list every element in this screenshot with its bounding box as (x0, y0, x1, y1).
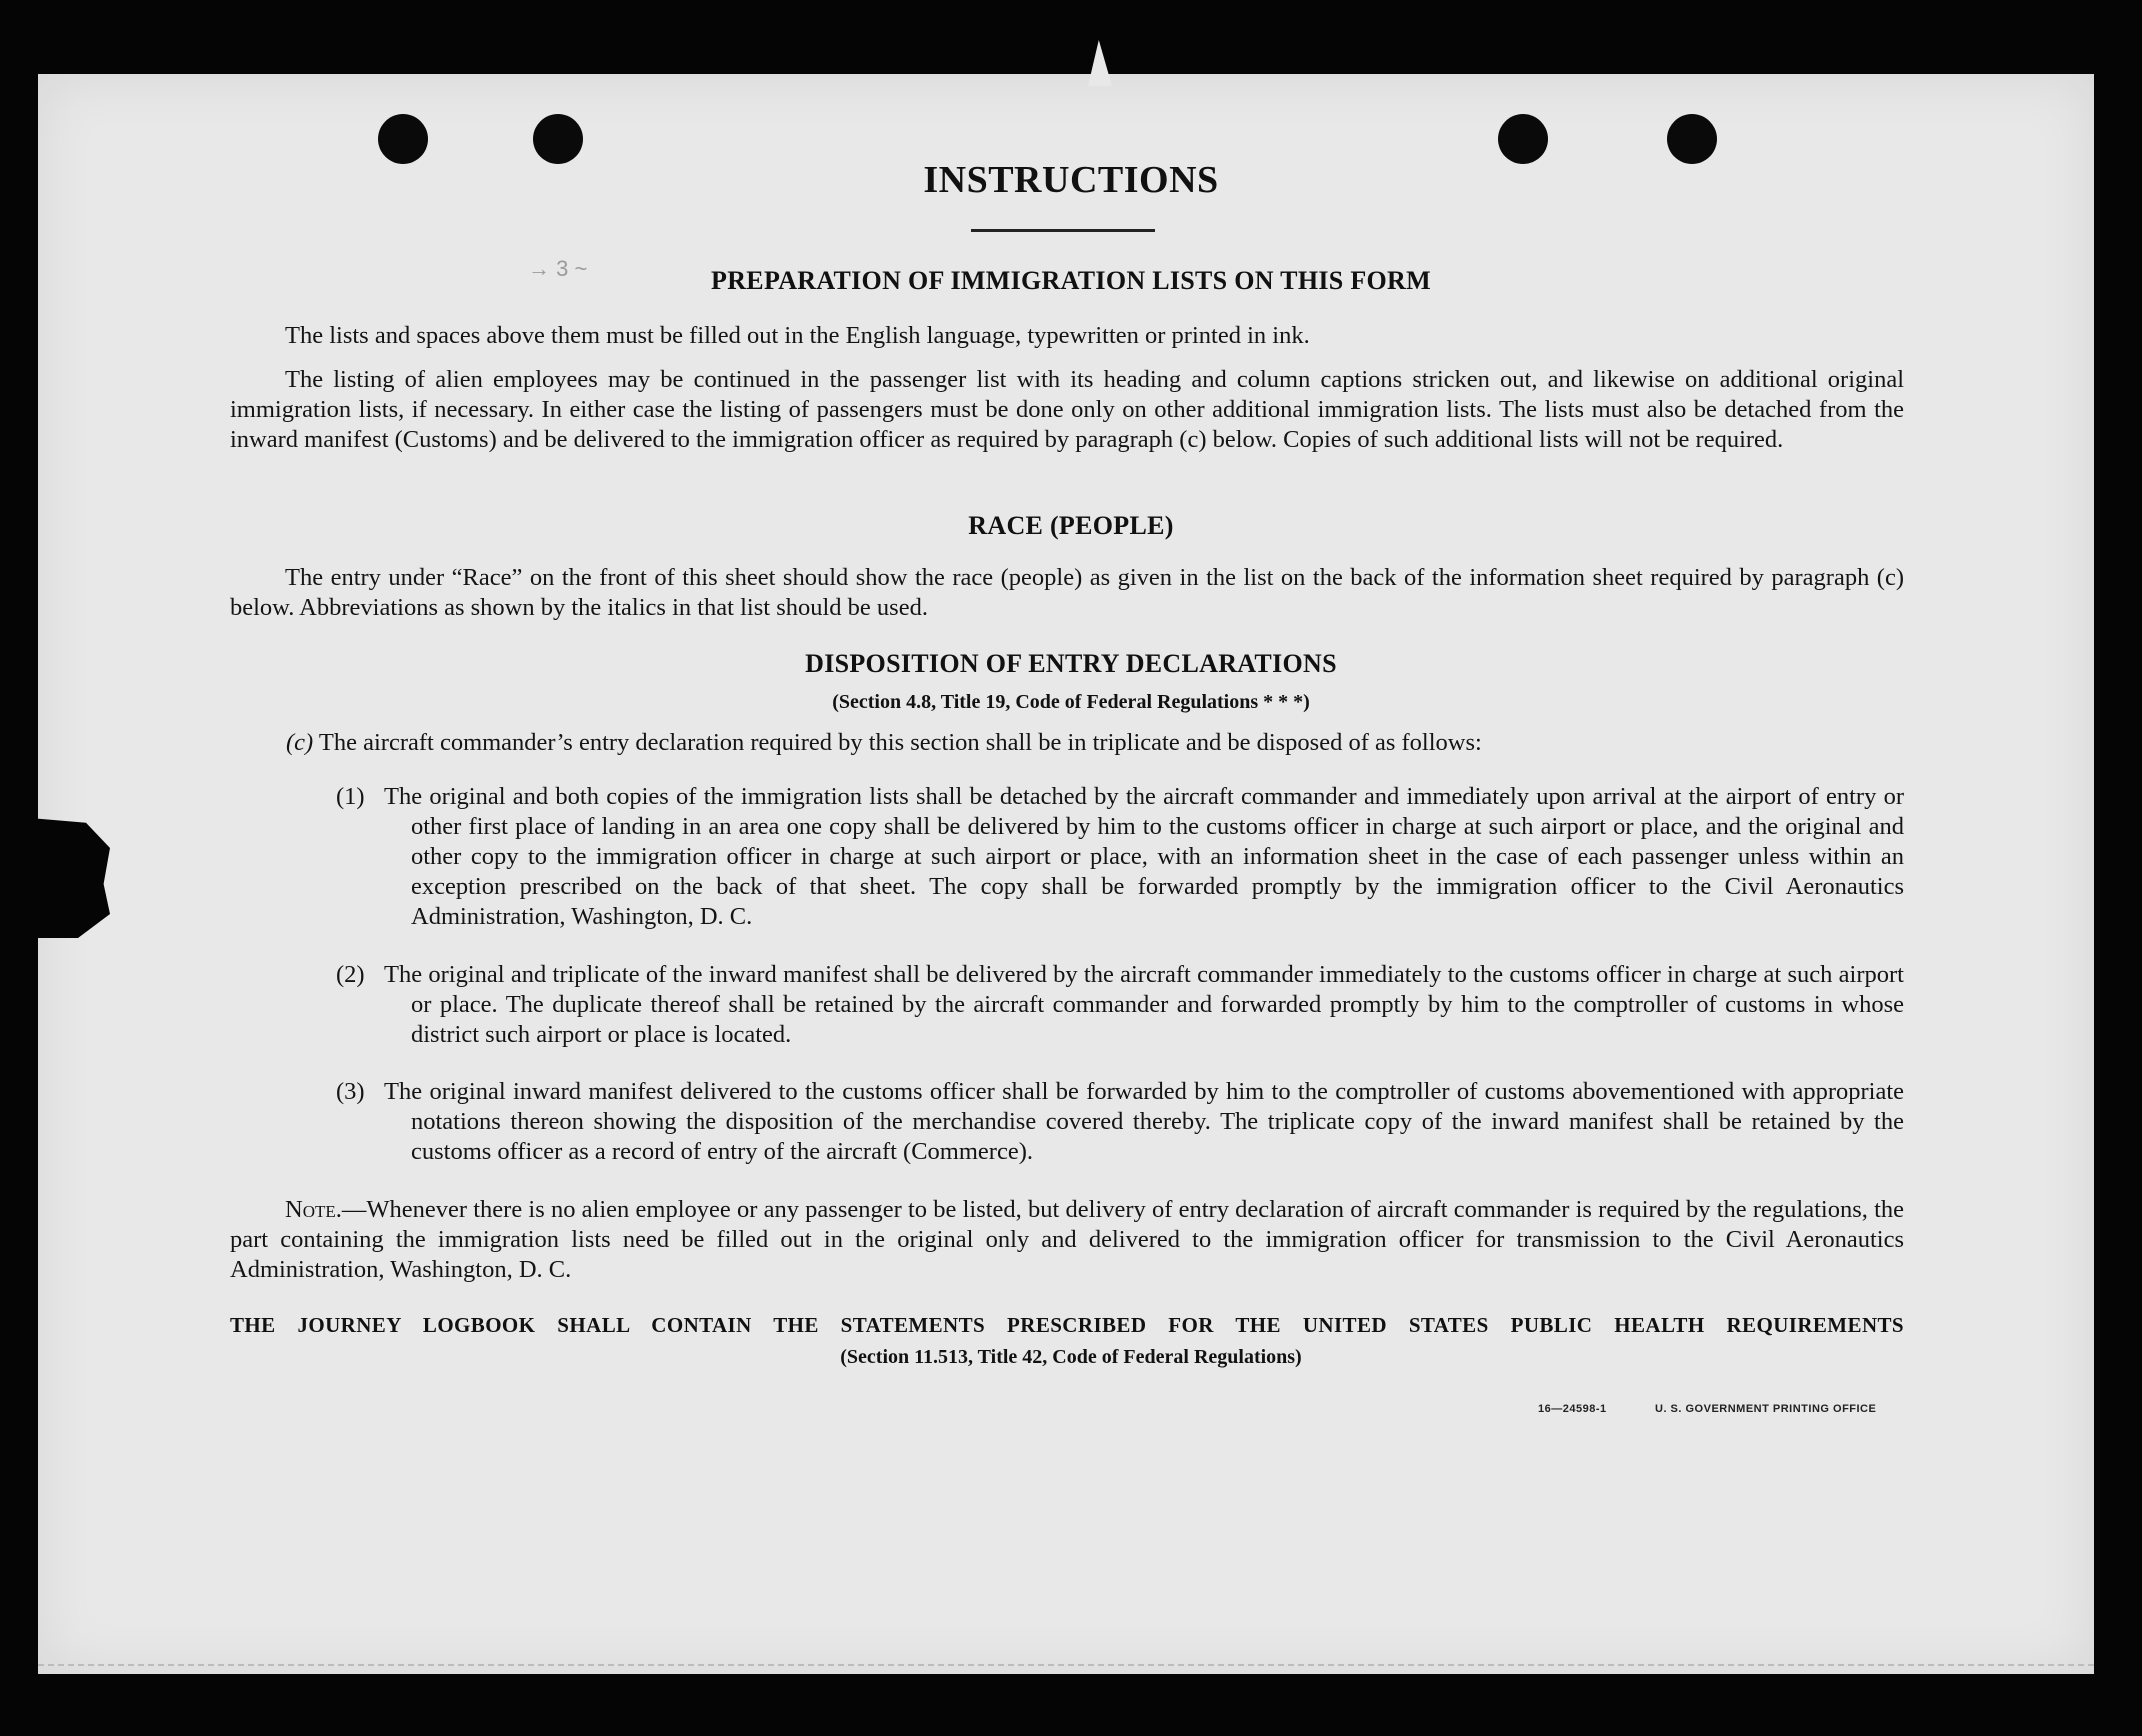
stray-pencil-mark: → 3 ~ (528, 256, 588, 281)
list-item-text: The original inward manifest delivered to the customs officer shall be forwarded by him to the comptroller of customs abovementioned with appropriate notations thereon showing the disposition of the merchandise covered thereby. The triplicate copy of the inward manifest shall be retained by the customs officer as a record of entry of the aircraft (Commerce). (384, 1078, 1904, 1165)
note-text: —Whenever there is no alien employee or any passenger to be listed, but delivery of entry declaration of aircraft commander is required by the regulations, the part containing the immigration lists need be filled out in the original only and delivered to the immigration officer for transmission to the Civil Aeronautics Administration, Washington, D. C. (230, 1196, 1904, 1283)
printing-office: U. S. GOVERNMENT PRINTING OFFICE (1655, 1403, 1877, 1415)
page-bottom-edge (38, 1664, 2094, 1669)
torn-edge (30, 818, 110, 938)
note-paragraph (230, 1195, 1904, 1285)
list-item (336, 782, 1904, 932)
list-item-text: The original and both copies of the immigration lists shall be detached by the aircraft commander and immediately upon arrival at the airport of entry or other first place of landing in an area one copy shall be delivered by him to the customs officer in charge at such airport or place, and the original and other copy to the immigration officer in charge at such airport or place, with an information sheet in the case of each passenger unless within an exception prescribed on the back of that sheet. The copy shall be forwarded promptly by the immigration officer to the Civil Aeronautics Administration, Washington, D. C. (384, 783, 1904, 930)
paper-tab (1088, 40, 1112, 86)
list-item-text: The original and triplicate of the inward manifest shall be delivered by the aircraft commander immediately to the customs officer in charge at such airport or place. The duplicate thereof shall be retained by the aircraft commander and forwarded promptly by him to the comptroller of customs in whose district such airport or place is located. (384, 961, 1904, 1048)
race-paragraph: The entry under “Race” on the front of this sheet should show the race (people) as given in the list on the back of the information sheet required by paragraph (c) below. Abbreviations as shown by the italics in that list should be used. (230, 564, 1904, 621)
list-item-number: (1) (336, 783, 365, 810)
paragraph-c-label: (c) (286, 729, 314, 756)
title-underline (971, 229, 1155, 232)
paragraph-c (286, 728, 1904, 758)
list-item-number: (3) (336, 1078, 365, 1105)
note-label: Note. (285, 1196, 342, 1223)
list-item-number: (2) (336, 961, 365, 988)
health-citation: (Section 11.513, Title 42, Code of Federal Regulations) (840, 1346, 1302, 1368)
form-number: 16—24598-1 (1538, 1403, 1607, 1415)
punch-hole (533, 114, 583, 164)
health-requirements-line: THE JOURNEY LOGBOOK SHALL CONTAIN THE STATEMENTS PRESCRIBED FOR THE UNITED STATES PUBLIC HEALTH REQUIREMENTS (230, 1313, 1904, 1337)
list-item (336, 1077, 1904, 1167)
disposition-heading: DISPOSITION OF ENTRY DECLARATIONS (805, 649, 1337, 678)
page-title: INSTRUCTIONS (923, 159, 1219, 201)
list-item (336, 960, 1904, 1050)
paragraph-c-text: The aircraft commander’s entry declaration required by this section shall be in triplicate and be disposed of as follows: (318, 729, 1482, 756)
preparation-paragraph-1: The lists and spaces above them must be filled out in the English language, typewritten or printed in ink. (285, 322, 1310, 349)
preparation-paragraph-2: The listing of alien employees may be continued in the passenger list with its heading and column captions stricken out, and likewise on additional original immigration lists, if necessary. In either case the listing of passengers must be done only on other additional immigration lists. The lists must also be detached from the inward manifest (Customs) and be delivered to the immigration officer as required by paragraph (c) below. Copies of such additional lists will not be required. (230, 366, 1904, 453)
preparation-heading: PREPARATION OF IMMIGRATION LISTS ON THIS FORM (711, 266, 1431, 295)
punch-hole (1667, 114, 1717, 164)
disposition-citation: (Section 4.8, Title 19, Code of Federal Regulations * * *) (832, 691, 1310, 713)
punch-hole (378, 114, 428, 164)
punch-hole (1498, 114, 1548, 164)
race-heading: RACE (PEOPLE) (968, 511, 1174, 540)
